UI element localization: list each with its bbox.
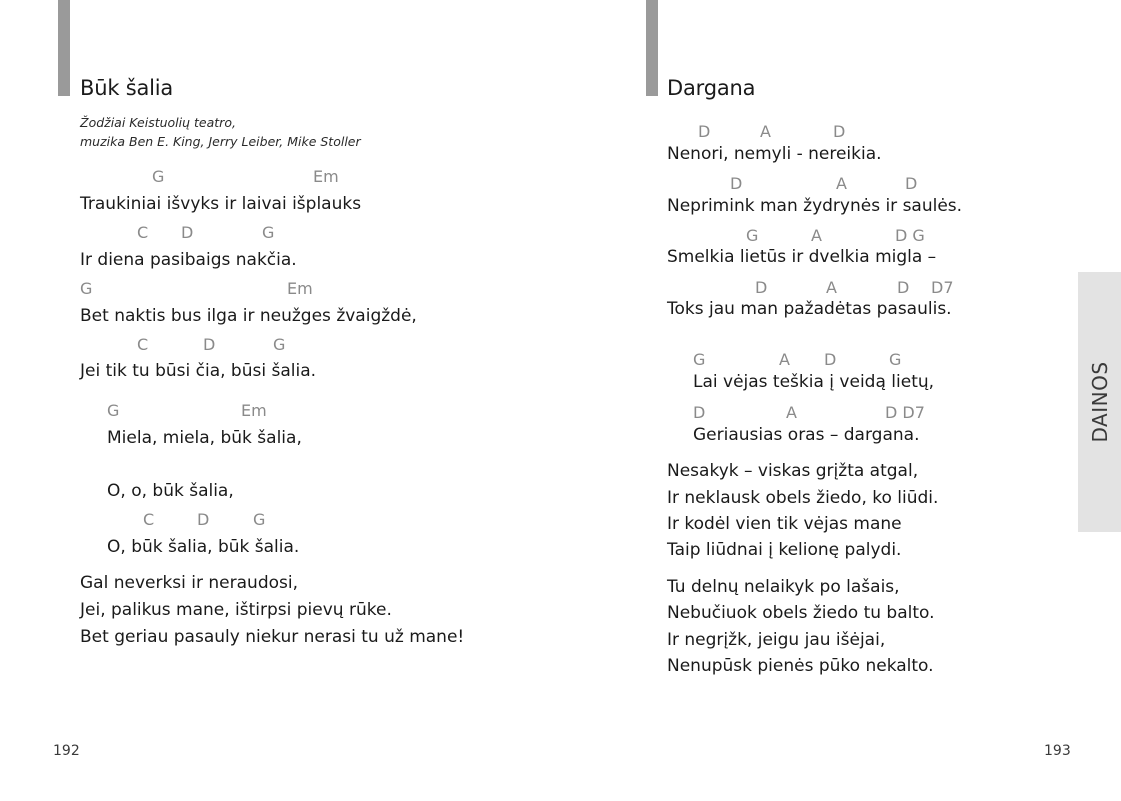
lyric-line: Lai vėjas teškia į veidą lietų, (693, 372, 935, 392)
lyric-line: Ir kodėl vien tik vėjas mane (667, 514, 902, 534)
chord: D7 (931, 278, 954, 297)
lyric-line: Gal neverksi ir neraudosi, (80, 573, 298, 593)
right-page (560, 0, 1121, 801)
chord: D (755, 278, 768, 297)
lyric-line: Neprimink man žydrynės ir saulės. (667, 196, 963, 216)
chord: A (811, 226, 822, 245)
song-credits (80, 113, 361, 151)
chord: D (203, 335, 216, 354)
chord: A (826, 278, 837, 297)
lyric-line: Nesakyk – viskas grįžta atgal, (667, 461, 919, 481)
chord: G (80, 279, 93, 298)
chord: C (137, 223, 149, 242)
chord: D (905, 174, 918, 193)
chord: D (181, 223, 194, 242)
chord: D (693, 403, 706, 422)
chord: G (152, 167, 165, 186)
chord: D (730, 174, 743, 193)
chord: A (779, 350, 790, 369)
chord: G (273, 335, 286, 354)
lyric-line: Traukiniai išvyks ir laivai išplauks (80, 194, 362, 214)
left-page (0, 0, 560, 801)
chord: G (107, 401, 120, 420)
lyric-line: Ir negrįžk, jeigu jau išėjai, (667, 630, 886, 650)
chord: D (824, 350, 837, 369)
chord: A (786, 403, 797, 422)
title-accent-bar (58, 0, 70, 96)
lyric-line: Taip liūdnai į kelionę palydi. (667, 540, 902, 560)
lyric-line: Tu delnų nelaikyk po lašais, (667, 577, 900, 597)
lyric-line: Nenupūsk pienės pūko nekalto. (667, 656, 934, 676)
section-tab-label: DAINOS (1087, 361, 1112, 443)
chord: C (137, 335, 149, 354)
chord: D (698, 122, 711, 141)
chord: A (760, 122, 771, 141)
lyric-line: Bet naktis bus ilga ir neužges žvaigždė, (80, 306, 417, 326)
chord: G (253, 510, 266, 529)
chord: C (143, 510, 155, 529)
chord: D G (895, 226, 925, 245)
chord: D (833, 122, 846, 141)
lyric-line: O, būk šalia, būk šalia. (107, 537, 300, 557)
lyric-line: Jei, palikus mane, ištirpsi pievų rūke. (80, 600, 392, 620)
lyric-line: O, o, būk šalia, (107, 481, 234, 501)
chord: G (746, 226, 759, 245)
lyric-line: Bet geriau pasauly niekur nerasi tu už mane! (80, 627, 465, 647)
chord: D D7 (885, 403, 925, 422)
credits-lyrics: Žodžiai Keistuolių teatro, (80, 115, 236, 130)
chord: A (836, 174, 847, 193)
song-title: Būk šalia (80, 76, 174, 100)
lyric-line: Ir neklausk obels žiedo, ko liūdi. (667, 488, 939, 508)
title-accent-bar (646, 0, 658, 96)
lyric-line: Ir diena pasibaigs nakčia. (80, 250, 297, 270)
lyric-line: Toks jau man pažadėtas pasaulis. (667, 299, 952, 319)
lyric-line: Nebučiuok obels žiedo tu balto. (667, 603, 935, 623)
page-number: 193 (1044, 743, 1071, 759)
lyric-line: Geriausias oras – dargana. (693, 425, 920, 445)
chord: D (197, 510, 210, 529)
lyric-line: Miela, miela, būk šalia, (107, 428, 302, 448)
credits-music: muzika Ben E. King, Jerry Leiber, Mike Stoller (80, 134, 361, 149)
chord: Em (313, 167, 339, 186)
chord: G (889, 350, 902, 369)
section-tab (1078, 272, 1121, 532)
chord: G (262, 223, 275, 242)
lyric-line: Jei tik tu būsi čia, būsi šalia. (80, 361, 317, 381)
lyric-line: Nenori, nemyli - nereikia. (667, 144, 882, 164)
song-title: Dargana (667, 76, 756, 100)
chord: Em (287, 279, 313, 298)
chord: D (897, 278, 910, 297)
page-number: 192 (53, 743, 80, 759)
chord: Em (241, 401, 267, 420)
chord: G (693, 350, 706, 369)
lyric-line: Smelkia lietūs ir dvelkia migla – (667, 247, 937, 267)
